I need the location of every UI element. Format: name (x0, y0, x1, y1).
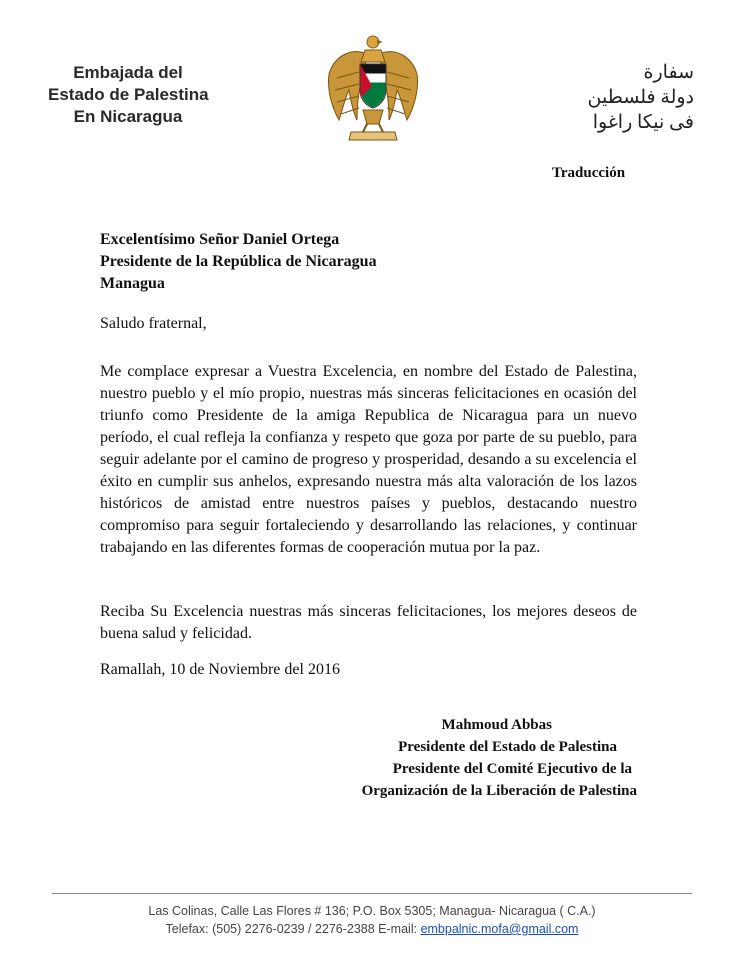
recipient-line: Presidente de la República de Nicaragua (100, 253, 377, 270)
signature-block (300, 714, 637, 802)
palestine-eagle-emblem-icon (323, 28, 423, 146)
embassy-line: En Nicaragua (73, 107, 183, 126)
embassy-line: Embajada del (73, 63, 183, 82)
recipient-line: Managua (100, 275, 165, 292)
footer-phone: Telefax: (505) 2276-0239 / 2276-2388 E-mail: (165, 922, 421, 936)
translation-label: Traducción (552, 165, 626, 181)
embassy-arabic-line: دولة فلسطين (587, 87, 694, 108)
signatory-name: Mahmoud Abbas (441, 717, 552, 733)
dateline: Ramallah, 10 de Noviembre del 2016 (100, 661, 340, 678)
greeting: Saludo fraternal, (100, 315, 207, 332)
embassy-name-spanish (48, 62, 208, 128)
recipient-line: Excelentísimo Señor Daniel Ortega (100, 231, 340, 248)
embassy-arabic-line: سفارة (643, 62, 694, 83)
footer (0, 902, 744, 938)
recipient-block (100, 229, 377, 295)
footer-contact (0, 920, 744, 938)
footer-divider (52, 893, 692, 894)
closing-paragraph: Reciba Su Excelencia nuestras más sinceras felicitaciones, los mejores deseos de buena salud y felicidad. (100, 603, 637, 642)
signatory-title: Presidente del Estado de Palestina (398, 739, 617, 755)
signatory-title: Organización de la Liberación de Palestina (361, 783, 637, 799)
footer-address: Las Colinas, Calle Las Flores # 136; P.O. Box 5305; Managua- Nicaragua ( C.A.) (148, 904, 596, 918)
embassy-name-arabic (554, 60, 694, 135)
signatory-title: Presidente del Comité Ejecutivo de la (392, 761, 632, 777)
embassy-line: Estado de Palestina (48, 85, 209, 104)
embassy-arabic-line: فى نيكا راغوا (592, 112, 694, 133)
email-link[interactable]: embpalnic.mofa@gmail.com (420, 922, 579, 936)
letter-body: Me complace expresar a Vuestra Excelencia, en nombre del Estado de Palestina, nuestro pueblo y el mío propio, nuestras más sinceras felicitaciones en ocasión del triunfo como Presidente de la amiga Republica de Nicaragua para un nuevo período, el cual refleja la confianza y respeto que goza por parte de su pueblo, para seguir adelante por el camino de progreso y prosperidad, desando a su excelencia el éxito en cumplir sus anhelos, expresando nuestra más alta valoración de los lazos históricos de amistad entre nuestros países y pueblos, destacando nuestro compromiso para seguir fortaleciendo y desarrollando las relaciones, y continuar trabajando en las diferentes formas de cooperación mutua por la paz. (100, 363, 637, 556)
